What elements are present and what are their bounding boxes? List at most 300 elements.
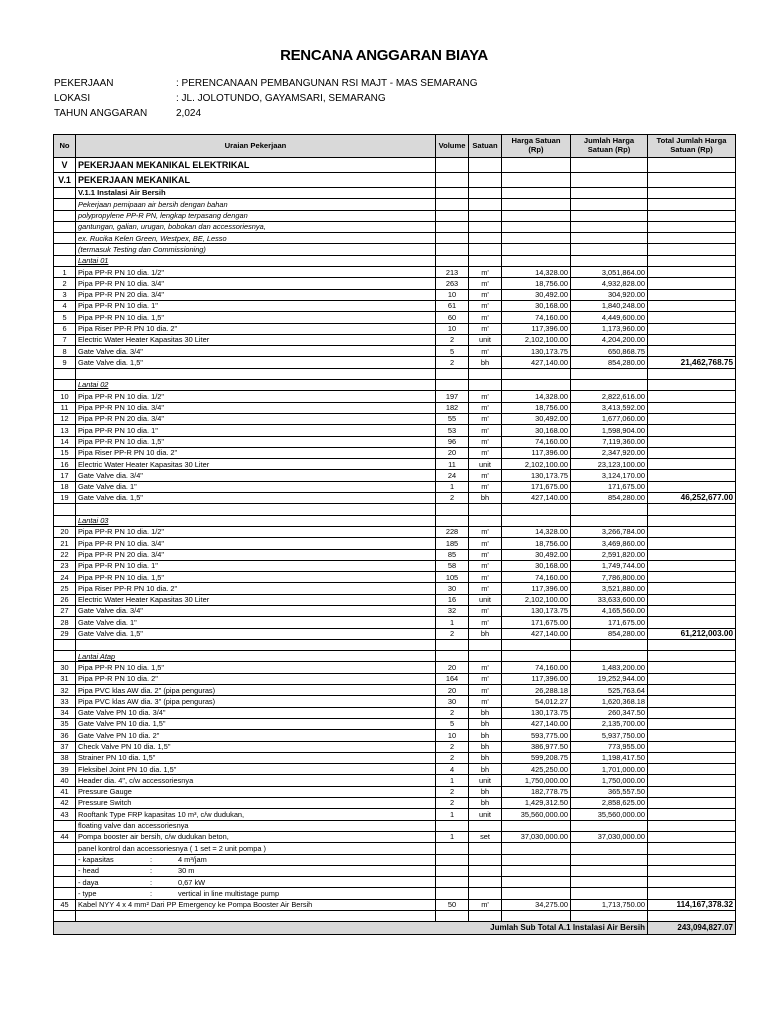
row-price: 54,012.27 — [502, 696, 571, 707]
row-description-text: Pipa PVC klas AW dia. 2" (pipa penguras) — [78, 685, 216, 695]
spec-label: - type — [78, 888, 97, 898]
row-price — [502, 255, 571, 266]
table-row — [54, 594, 736, 605]
row-unit — [469, 210, 502, 221]
table-row — [54, 899, 736, 910]
row-volume: 20 — [436, 447, 469, 458]
row-price — [502, 639, 571, 650]
meta-value-pekerjaan: : PERENCANAAN PEMBANGUNAN RSI MAJT - MAS SEMARANG — [176, 78, 478, 89]
table-row — [54, 572, 736, 583]
row-volume — [436, 515, 469, 526]
row-description — [76, 221, 436, 232]
row-volume: 228 — [436, 526, 469, 537]
row-number: 30 — [54, 662, 76, 673]
row-volume: 11 — [436, 459, 469, 470]
row-description-text: Pipa Riser PP-R PN 10 dia. 2" — [78, 583, 178, 593]
row-unit — [469, 877, 502, 888]
row-volume — [436, 820, 469, 831]
table-row — [54, 346, 736, 357]
row-description-text: gantungan, galian, urugan, bobokan dan accessoriesnya, — [78, 222, 266, 232]
table-row — [54, 323, 736, 334]
row-price — [502, 888, 571, 899]
row-description-text: Lantai Atap — [78, 651, 116, 661]
table-row — [54, 504, 736, 515]
table-row — [54, 289, 736, 300]
row-description-text: PEKERJAAN MEKANIKAL ELEKTRIKAL — [78, 159, 250, 170]
row-number — [54, 255, 76, 266]
table-row — [54, 447, 736, 458]
row-volume: 53 — [436, 425, 469, 436]
spec-value: 0,67 kW — [178, 877, 206, 887]
row-description-text: Gate Valve PN 10 dia. 2" — [78, 730, 160, 740]
row-number: 27 — [54, 605, 76, 616]
row-total — [648, 459, 736, 470]
row-description — [76, 549, 436, 560]
row-total — [648, 820, 736, 831]
group-row — [54, 380, 736, 391]
row-unit — [469, 639, 502, 650]
row-description — [76, 300, 436, 311]
row-description-text: Rooftank Type FRP kapasitas 10 m³, c/w dudukan, — [78, 809, 245, 819]
row-amount: 365,557.50 — [571, 786, 648, 797]
row-volume: 5 — [436, 346, 469, 357]
row-description — [76, 515, 436, 526]
row-unit: m' — [469, 413, 502, 424]
row-amount — [571, 877, 648, 888]
row-total — [648, 221, 736, 232]
row-volume — [436, 865, 469, 876]
table-row — [54, 199, 736, 210]
row-number: 11 — [54, 402, 76, 413]
row-amount: 1,750,000.00 — [571, 775, 648, 786]
row-price: 74,160.00 — [502, 312, 571, 323]
row-total — [648, 865, 736, 876]
row-volume — [436, 233, 469, 244]
table-body — [54, 158, 736, 922]
row-volume: 30 — [436, 583, 469, 594]
row-total — [648, 786, 736, 797]
row-description — [76, 368, 436, 379]
row-price: 35,560,000.00 — [502, 809, 571, 820]
row-total — [648, 188, 736, 199]
row-description — [76, 583, 436, 594]
row-number — [54, 651, 76, 662]
row-unit: m' — [469, 560, 502, 571]
row-description-text: Gate Valve PN 10 dia. 1,5" — [78, 719, 166, 729]
table-row — [54, 413, 736, 424]
row-total: 61,212,003.00 — [648, 628, 736, 639]
row-price: 18,756.00 — [502, 278, 571, 289]
row-number: 10 — [54, 391, 76, 402]
row-unit: bh — [469, 707, 502, 718]
row-description — [76, 752, 436, 763]
row-price: 427,140.00 — [502, 628, 571, 639]
row-amount: 1,713,750.00 — [571, 899, 648, 910]
row-total — [648, 526, 736, 537]
row-price — [502, 843, 571, 854]
row-total — [648, 436, 736, 447]
row-price: 427,140.00 — [502, 493, 571, 504]
meta-value-tahun: 2,024 — [176, 108, 202, 119]
row-amount: 2,822,616.00 — [571, 391, 648, 402]
row-unit: m' — [469, 549, 502, 560]
grand-total-row — [54, 922, 736, 935]
row-unit: m' — [469, 526, 502, 537]
row-description — [76, 267, 436, 278]
row-description — [76, 560, 436, 571]
row-amount: 3,413,592.00 — [571, 402, 648, 413]
row-description — [76, 425, 436, 436]
row-amount: 3,266,784.00 — [571, 526, 648, 537]
table-row — [54, 662, 736, 673]
row-number: 15 — [54, 447, 76, 458]
table-row — [54, 221, 736, 232]
row-description-text: Pipa PP-R PN 10 dia. 1" — [78, 561, 158, 571]
row-number: 32 — [54, 685, 76, 696]
row-description-text: Lantai 02 — [78, 380, 109, 390]
row-number: 12 — [54, 413, 76, 424]
row-description — [76, 526, 436, 537]
row-price: 130,173.75 — [502, 346, 571, 357]
table-row — [54, 300, 736, 311]
row-volume: 96 — [436, 436, 469, 447]
row-description-text: Pipa PP-R PN 10 dia. 1,5" — [78, 572, 165, 582]
table-row — [54, 820, 736, 831]
row-description — [76, 323, 436, 334]
row-description — [76, 685, 436, 696]
group-row — [54, 255, 736, 266]
row-total — [648, 696, 736, 707]
table-row — [54, 334, 736, 345]
row-number — [54, 504, 76, 515]
row-amount — [571, 639, 648, 650]
row-unit — [469, 188, 502, 199]
row-volume: 20 — [436, 685, 469, 696]
row-unit: m' — [469, 481, 502, 492]
row-price: 14,328.00 — [502, 526, 571, 537]
row-amount: 19,252,944.00 — [571, 673, 648, 684]
row-description-text: Pipa PP-R PN 10 dia. 1/2" — [78, 267, 165, 277]
row-volume — [436, 877, 469, 888]
table-row — [54, 436, 736, 447]
row-description-text: Pressure Gauge — [78, 787, 132, 797]
row-volume: 263 — [436, 278, 469, 289]
row-description — [76, 380, 436, 391]
row-description-text: Pipa PP-R PN 10 dia. 2" — [78, 674, 158, 684]
table-row — [54, 696, 736, 707]
row-total: 46,252,677.00 — [648, 493, 736, 504]
row-amount — [571, 651, 648, 662]
row-amount: 854,280.00 — [571, 357, 648, 368]
row-unit: unit — [469, 459, 502, 470]
row-description — [76, 289, 436, 300]
row-total — [648, 685, 736, 696]
row-price: 599,208.75 — [502, 752, 571, 763]
row-price — [502, 865, 571, 876]
row-description — [76, 210, 436, 221]
row-description-text: Pipa PP-R PN 10 dia. 1,5" — [78, 662, 165, 672]
row-unit: m' — [469, 300, 502, 311]
row-description-text: Fleksibel Joint PN 10 dia. 1,5" — [78, 764, 177, 774]
table-row — [54, 831, 736, 842]
row-description-text: Gate Valve dia. 3/4" — [78, 346, 143, 356]
table-row — [54, 617, 736, 628]
col-header-volume: Volume — [436, 135, 469, 158]
row-number: 45 — [54, 899, 76, 910]
row-unit — [469, 233, 502, 244]
row-unit: m' — [469, 402, 502, 413]
row-number — [54, 188, 76, 199]
row-description — [76, 696, 436, 707]
row-description-text: Pipa PP-R PN 20 dia. 3/4" — [78, 290, 165, 300]
row-volume: 4 — [436, 764, 469, 775]
grand-total-label: Jumlah Sub Total A.1 Instalasi Air Bersih — [54, 922, 648, 935]
table-header-row — [54, 135, 736, 158]
row-description-text: V.1.1 Instalasi Air Bersih — [78, 188, 166, 198]
row-amount — [571, 233, 648, 244]
row-unit: m' — [469, 696, 502, 707]
row-number: 19 — [54, 493, 76, 504]
row-volume: 1 — [436, 617, 469, 628]
table-row — [54, 233, 736, 244]
row-description-text: Pipa PP-R PN 10 dia. 1/2" — [78, 391, 165, 401]
row-total — [648, 843, 736, 854]
row-volume: 50 — [436, 899, 469, 910]
row-volume: 10 — [436, 289, 469, 300]
row-unit — [469, 515, 502, 526]
spec-label: - kapasitas — [78, 854, 114, 864]
row-amount: 171,675.00 — [571, 617, 648, 628]
row-price — [502, 244, 571, 255]
table-row — [54, 188, 736, 199]
row-volume: 1 — [436, 831, 469, 842]
row-number: 33 — [54, 696, 76, 707]
row-unit: unit — [469, 334, 502, 345]
row-number: 3 — [54, 289, 76, 300]
row-description-text: Pipa Riser PP-R PN 10 dia. 2" — [78, 324, 178, 333]
meta-label-tahun: TAHUN ANGGARAN — [54, 108, 148, 119]
row-total: 114,167,378.32 — [648, 899, 736, 910]
group-row — [54, 515, 736, 526]
row-number — [54, 221, 76, 232]
row-total — [648, 639, 736, 650]
row-description — [76, 628, 436, 639]
row-description — [76, 707, 436, 718]
row-number — [54, 515, 76, 526]
row-description — [76, 594, 436, 605]
row-amount — [571, 188, 648, 199]
row-amount — [571, 158, 648, 173]
row-volume: 213 — [436, 267, 469, 278]
row-description — [76, 617, 436, 628]
row-description-text: Header dia. 4", c/w accessoriesnya — [78, 775, 194, 785]
row-description — [76, 158, 436, 173]
row-price — [502, 158, 571, 173]
row-volume — [436, 199, 469, 210]
row-total — [648, 911, 736, 922]
row-description — [76, 346, 436, 357]
row-number — [54, 210, 76, 221]
row-description — [76, 673, 436, 684]
row-volume — [436, 639, 469, 650]
row-total — [648, 549, 736, 560]
row-unit — [469, 158, 502, 173]
row-description-text: Gate Valve dia. 1" — [78, 617, 137, 627]
row-unit — [469, 199, 502, 210]
row-unit: m' — [469, 899, 502, 910]
row-price: 74,160.00 — [502, 572, 571, 583]
row-number: 26 — [54, 594, 76, 605]
row-total — [648, 617, 736, 628]
row-unit: m' — [469, 662, 502, 673]
row-total — [648, 583, 736, 594]
page-title: RENCANA ANGGARAN BIAYA — [280, 47, 488, 64]
row-total — [648, 515, 736, 526]
spec-value: 30 m — [178, 866, 195, 876]
row-volume — [436, 854, 469, 865]
table-row — [54, 673, 736, 684]
row-total — [648, 346, 736, 357]
row-volume: 2 — [436, 752, 469, 763]
row-description-text: Gate Valve PN 10 dia. 3/4" — [78, 708, 166, 718]
row-description-text: Check Valve PN 10 dia. 1,5" — [78, 741, 171, 751]
spec-label: - daya — [78, 877, 99, 887]
row-total — [648, 334, 736, 345]
row-number — [54, 244, 76, 255]
col-header-desc: Uraian Pekerjaan — [76, 135, 436, 158]
row-unit: bh — [469, 718, 502, 729]
row-amount: 854,280.00 — [571, 493, 648, 504]
row-amount: 304,920.00 — [571, 289, 648, 300]
row-amount: 7,786,800.00 — [571, 572, 648, 583]
row-number: 42 — [54, 798, 76, 809]
row-amount: 1,173,960.00 — [571, 323, 648, 334]
row-unit — [469, 244, 502, 255]
row-price: 1,429,312.50 — [502, 798, 571, 809]
row-description-text: Pipa PP-R PN 10 dia. 3/4" — [78, 403, 165, 413]
table-row — [54, 210, 736, 221]
row-unit: bh — [469, 628, 502, 639]
row-number — [54, 199, 76, 210]
row-description — [76, 278, 436, 289]
row-total — [648, 605, 736, 616]
row-total — [648, 662, 736, 673]
col-header-no: No — [54, 135, 76, 158]
row-unit — [469, 820, 502, 831]
table-row — [54, 278, 736, 289]
row-price: 117,396.00 — [502, 323, 571, 334]
row-description — [76, 741, 436, 752]
row-total — [648, 413, 736, 424]
row-description — [76, 334, 436, 345]
row-total — [648, 673, 736, 684]
row-volume: 55 — [436, 413, 469, 424]
row-description-text: Kabel NYY 4 x 4 mm² Dari PP Emergency ke Pompa Booster Air Bersih — [78, 900, 313, 910]
row-total — [648, 267, 736, 278]
meta-value-lokasi: : JL. JOLOTUNDO, GAYAMSARI, SEMARANG — [176, 93, 386, 104]
row-price: 117,396.00 — [502, 447, 571, 458]
row-amount: 525,763.64 — [571, 685, 648, 696]
row-unit: m' — [469, 447, 502, 458]
row-description-text: Gate Valve dia. 1,5" — [78, 629, 143, 639]
row-amount — [571, 199, 648, 210]
row-amount: 35,560,000.00 — [571, 809, 648, 820]
row-number: 9 — [54, 357, 76, 368]
row-number: 24 — [54, 572, 76, 583]
row-total — [648, 775, 736, 786]
row-volume: 2 — [436, 798, 469, 809]
table-row — [54, 391, 736, 402]
row-price — [502, 515, 571, 526]
row-volume — [436, 221, 469, 232]
spec-colon: : — [150, 866, 153, 876]
row-unit: m' — [469, 470, 502, 481]
row-number: 4 — [54, 300, 76, 311]
row-description — [76, 255, 436, 266]
row-number: 16 — [54, 459, 76, 470]
row-description-text: Gate Valve dia. 1,5" — [78, 493, 143, 503]
row-unit: m' — [469, 346, 502, 357]
row-amount — [571, 843, 648, 854]
row-volume — [436, 888, 469, 899]
row-description — [76, 188, 436, 199]
row-volume: 61 — [436, 300, 469, 311]
row-number: 40 — [54, 775, 76, 786]
row-description-text: panel kontrol dan accessoriesnya ( 1 set = 2 unit pompa ) — [78, 843, 266, 853]
row-description-text: Pipa PP-R PN 10 dia. 1,5" — [78, 436, 165, 446]
row-description — [76, 402, 436, 413]
row-number: 5 — [54, 312, 76, 323]
row-total — [648, 752, 736, 763]
table-row — [54, 470, 736, 481]
row-description-text: Electric Water Heater Kapasitas 30 Liter — [78, 335, 210, 345]
row-description — [76, 775, 436, 786]
row-unit: bh — [469, 493, 502, 504]
row-number: 13 — [54, 425, 76, 436]
row-unit: bh — [469, 357, 502, 368]
row-total — [648, 368, 736, 379]
table-row — [54, 854, 736, 865]
row-unit: unit — [469, 594, 502, 605]
row-price — [502, 877, 571, 888]
row-price: 74,160.00 — [502, 436, 571, 447]
table-row — [54, 877, 736, 888]
row-unit — [469, 865, 502, 876]
row-unit: bh — [469, 764, 502, 775]
row-total — [648, 447, 736, 458]
row-price — [502, 210, 571, 221]
row-total — [648, 831, 736, 842]
row-total — [648, 470, 736, 481]
row-description — [76, 809, 436, 820]
row-unit — [469, 221, 502, 232]
col-header-price: Harga Satuan (Rp) — [502, 135, 571, 158]
row-number — [54, 865, 76, 876]
row-unit: m' — [469, 583, 502, 594]
row-number: 21 — [54, 538, 76, 549]
row-amount — [571, 380, 648, 391]
row-total — [648, 594, 736, 605]
group-row — [54, 651, 736, 662]
row-amount — [571, 820, 648, 831]
row-total — [648, 707, 736, 718]
row-amount: 37,030,000.00 — [571, 831, 648, 842]
row-number: 36 — [54, 730, 76, 741]
meta-label-pekerjaan: PEKERJAAN — [54, 78, 114, 89]
table-row — [54, 628, 736, 639]
row-unit: m' — [469, 685, 502, 696]
row-unit: bh — [469, 752, 502, 763]
